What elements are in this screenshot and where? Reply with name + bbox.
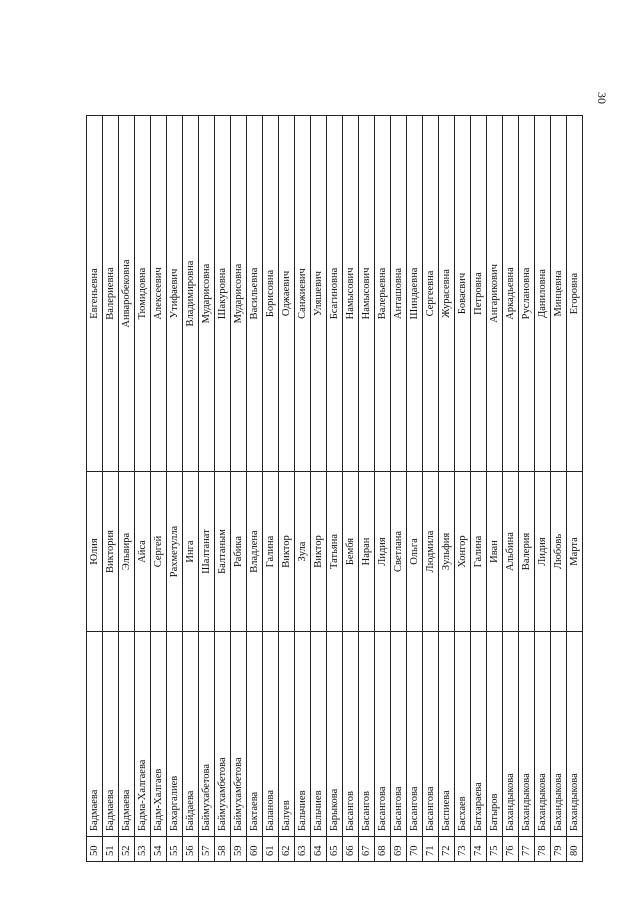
- row-number-cell: 60: [247, 837, 263, 862]
- last-name-cell: Бадмаева: [119, 632, 135, 837]
- first-name-cell: Виктор: [279, 472, 295, 632]
- table-row: [151, 116, 167, 862]
- table-row: [359, 116, 375, 862]
- table-row: [263, 116, 279, 862]
- last-name-cell: Баланова: [263, 632, 279, 837]
- table-row: [567, 116, 583, 862]
- patronymic-cell: Бовасвич: [455, 116, 471, 472]
- row-number-cell: 78: [535, 837, 551, 862]
- row-number-cell: 79: [551, 837, 567, 862]
- last-name-cell: Бальчиев: [311, 632, 327, 837]
- last-name-cell: Батыров: [487, 632, 503, 837]
- last-name-cell: Баймухабетова: [199, 632, 215, 837]
- table-row: [167, 116, 183, 862]
- last-name-cell: Басангов: [343, 632, 359, 837]
- row-number-cell: 76: [503, 837, 519, 862]
- table-row: [455, 116, 471, 862]
- table-row: [295, 116, 311, 862]
- last-name-cell: Басангова: [375, 632, 391, 837]
- last-name-cell: Бахандыкова: [567, 632, 583, 837]
- patronymic-cell: Ангарикович: [487, 116, 503, 472]
- table-row: [119, 116, 135, 862]
- patronymic-cell: Шакуровна: [215, 116, 231, 472]
- last-name-cell: Бадмаева: [87, 632, 103, 837]
- patronymic-cell: Бсагиновна: [327, 116, 343, 472]
- table-row: [503, 116, 519, 862]
- table-row: [183, 116, 199, 862]
- first-name-cell: Иван: [487, 472, 503, 632]
- patronymic-cell: Утифаевич: [167, 116, 183, 472]
- patronymic-cell: Егоровна: [567, 116, 583, 472]
- table-row: [439, 116, 455, 862]
- patronymic-cell: Валерьевна: [375, 116, 391, 472]
- last-name-cell: Басангова: [407, 632, 423, 837]
- first-name-cell: Виктория: [103, 472, 119, 632]
- first-name-cell: Татьяна: [327, 472, 343, 632]
- first-name-cell: Галина: [471, 472, 487, 632]
- last-name-cell: Басангов: [359, 632, 375, 837]
- last-name-cell: Баймухамбетова: [215, 632, 231, 837]
- table-row: [423, 116, 439, 862]
- last-name-cell: Басангова: [391, 632, 407, 837]
- first-name-cell: Наран: [359, 472, 375, 632]
- row-number-cell: 74: [471, 837, 487, 862]
- table-row: [279, 116, 295, 862]
- first-name-cell: Эльвира: [119, 472, 135, 632]
- patronymic-cell: Санжиевич: [295, 116, 311, 472]
- table-row: [391, 116, 407, 862]
- row-number-cell: 56: [183, 837, 199, 862]
- first-name-cell: Любовь: [551, 472, 567, 632]
- row-number-cell: 62: [279, 837, 295, 862]
- table-row: [471, 116, 487, 862]
- first-name-cell: Светлана: [391, 472, 407, 632]
- table-row: [551, 116, 567, 862]
- last-name-cell: Батхараева: [471, 632, 487, 837]
- first-name-cell: Галина: [263, 472, 279, 632]
- table-row: [343, 116, 359, 862]
- patronymic-cell: Аркадьевна: [503, 116, 519, 472]
- table-row: [231, 116, 247, 862]
- table-row: [519, 116, 535, 862]
- first-name-cell: Шалтанат: [199, 472, 215, 632]
- patronymic-cell: Тюмидовна: [135, 116, 151, 472]
- first-name-cell: Лидия: [535, 472, 551, 632]
- row-number-cell: 67: [359, 837, 375, 862]
- last-name-cell: Бальчиев: [295, 632, 311, 837]
- last-name-cell: Байдаева: [183, 632, 199, 837]
- table-row: [215, 116, 231, 862]
- patronymic-cell: Валериевна: [103, 116, 119, 472]
- patronymic-cell: Сергеевна: [423, 116, 439, 472]
- row-number-cell: 66: [343, 837, 359, 862]
- patronymic-cell: Мударисовна: [199, 116, 215, 472]
- first-name-cell: Хонгор: [455, 472, 471, 632]
- rotated-table-frame: [86, 116, 580, 862]
- patronymic-cell: Анваробековна: [119, 116, 135, 472]
- patronymic-cell: Намысович: [359, 116, 375, 472]
- table-row: [103, 116, 119, 862]
- row-number-cell: 63: [295, 837, 311, 862]
- first-name-cell: Владлена: [247, 472, 263, 632]
- first-name-cell: Бембя: [343, 472, 359, 632]
- row-number-cell: 59: [231, 837, 247, 862]
- row-number-cell: 70: [407, 837, 423, 862]
- first-name-cell: Рахметулла: [167, 472, 183, 632]
- names-table: [86, 115, 583, 862]
- row-number-cell: 75: [487, 837, 503, 862]
- patronymic-cell: Петровна: [471, 116, 487, 472]
- first-name-cell: Зульфия: [439, 472, 455, 632]
- first-name-cell: Ольга: [407, 472, 423, 632]
- table-row: [199, 116, 215, 862]
- table-row: [135, 116, 151, 862]
- first-name-cell: Валерия: [519, 472, 535, 632]
- row-number-cell: 52: [119, 837, 135, 862]
- first-name-cell: Рабика: [231, 472, 247, 632]
- first-name-cell: Альбина: [503, 472, 519, 632]
- row-number-cell: 73: [455, 837, 471, 862]
- last-name-cell: Баспиева: [439, 632, 455, 837]
- patronymic-cell: Руслановна: [519, 116, 535, 472]
- patronymic-cell: Мударисовна: [231, 116, 247, 472]
- first-name-cell: Лидия: [375, 472, 391, 632]
- patronymic-cell: Журасевна: [439, 116, 455, 472]
- table-container: [86, 116, 580, 862]
- patronymic-cell: Шиндаевна: [407, 116, 423, 472]
- table-row: [487, 116, 503, 862]
- row-number-cell: 80: [567, 837, 583, 862]
- patronymic-cell: Евгеньевна: [87, 116, 103, 472]
- table-body: [87, 116, 583, 862]
- last-name-cell: Балуев: [279, 632, 295, 837]
- last-name-cell: Баймухамбетова: [231, 632, 247, 837]
- page-number: 30: [595, 92, 609, 104]
- patronymic-cell: Алексеевич: [151, 116, 167, 472]
- first-name-cell: Марта: [567, 472, 583, 632]
- last-name-cell: Бахандыкова: [519, 632, 535, 837]
- row-number-cell: 61: [263, 837, 279, 862]
- row-number-cell: 53: [135, 837, 151, 862]
- row-number-cell: 54: [151, 837, 167, 862]
- patronymic-cell: Анташовна: [391, 116, 407, 472]
- first-name-cell: Зула: [295, 472, 311, 632]
- last-name-cell: Бахандыкова: [551, 632, 567, 837]
- last-name-cell: Бадма-Халгаева: [135, 632, 151, 837]
- table-row: [407, 116, 423, 862]
- last-name-cell: Бахаргалиев: [167, 632, 183, 837]
- last-name-cell: Басангова: [423, 632, 439, 837]
- first-name-cell: Инга: [183, 472, 199, 632]
- table-row: [375, 116, 391, 862]
- last-name-cell: Барыкова: [327, 632, 343, 837]
- first-name-cell: Сергей: [151, 472, 167, 632]
- row-number-cell: 58: [215, 837, 231, 862]
- table-row: [247, 116, 263, 862]
- row-number-cell: 51: [103, 837, 119, 862]
- first-name-cell: Виктор: [311, 472, 327, 632]
- row-number-cell: 71: [423, 837, 439, 862]
- last-name-cell: Бактаева: [247, 632, 263, 837]
- patronymic-cell: Борисовна: [263, 116, 279, 472]
- patronymic-cell: Уляшевич: [311, 116, 327, 472]
- patronymic-cell: Владимировна: [183, 116, 199, 472]
- table-row: [327, 116, 343, 862]
- patronymic-cell: Намысович: [343, 116, 359, 472]
- row-number-cell: 65: [327, 837, 343, 862]
- row-number-cell: 64: [311, 837, 327, 862]
- patronymic-cell: Оджаевич: [279, 116, 295, 472]
- last-name-cell: Бахандыкова: [503, 632, 519, 837]
- first-name-cell: Айса: [135, 472, 151, 632]
- row-number-cell: 77: [519, 837, 535, 862]
- last-name-cell: Бахандыкова: [535, 632, 551, 837]
- first-name-cell: Балтаным: [215, 472, 231, 632]
- row-number-cell: 72: [439, 837, 455, 862]
- table-row: [87, 116, 103, 862]
- row-number-cell: 55: [167, 837, 183, 862]
- last-name-cell: Басхаев: [455, 632, 471, 837]
- patronymic-cell: Васильевна: [247, 116, 263, 472]
- last-name-cell: Бадмаева: [103, 632, 119, 837]
- row-number-cell: 57: [199, 837, 215, 862]
- first-name-cell: Юлия: [87, 472, 103, 632]
- patronymic-cell: Минцевна: [551, 116, 567, 472]
- last-name-cell: Бадм-Халгаев: [151, 632, 167, 837]
- table-row: [311, 116, 327, 862]
- row-number-cell: 69: [391, 837, 407, 862]
- table-row: [535, 116, 551, 862]
- patronymic-cell: Даниловна: [535, 116, 551, 472]
- row-number-cell: 50: [87, 837, 103, 862]
- row-number-cell: 68: [375, 837, 391, 862]
- first-name-cell: Людмила: [423, 472, 439, 632]
